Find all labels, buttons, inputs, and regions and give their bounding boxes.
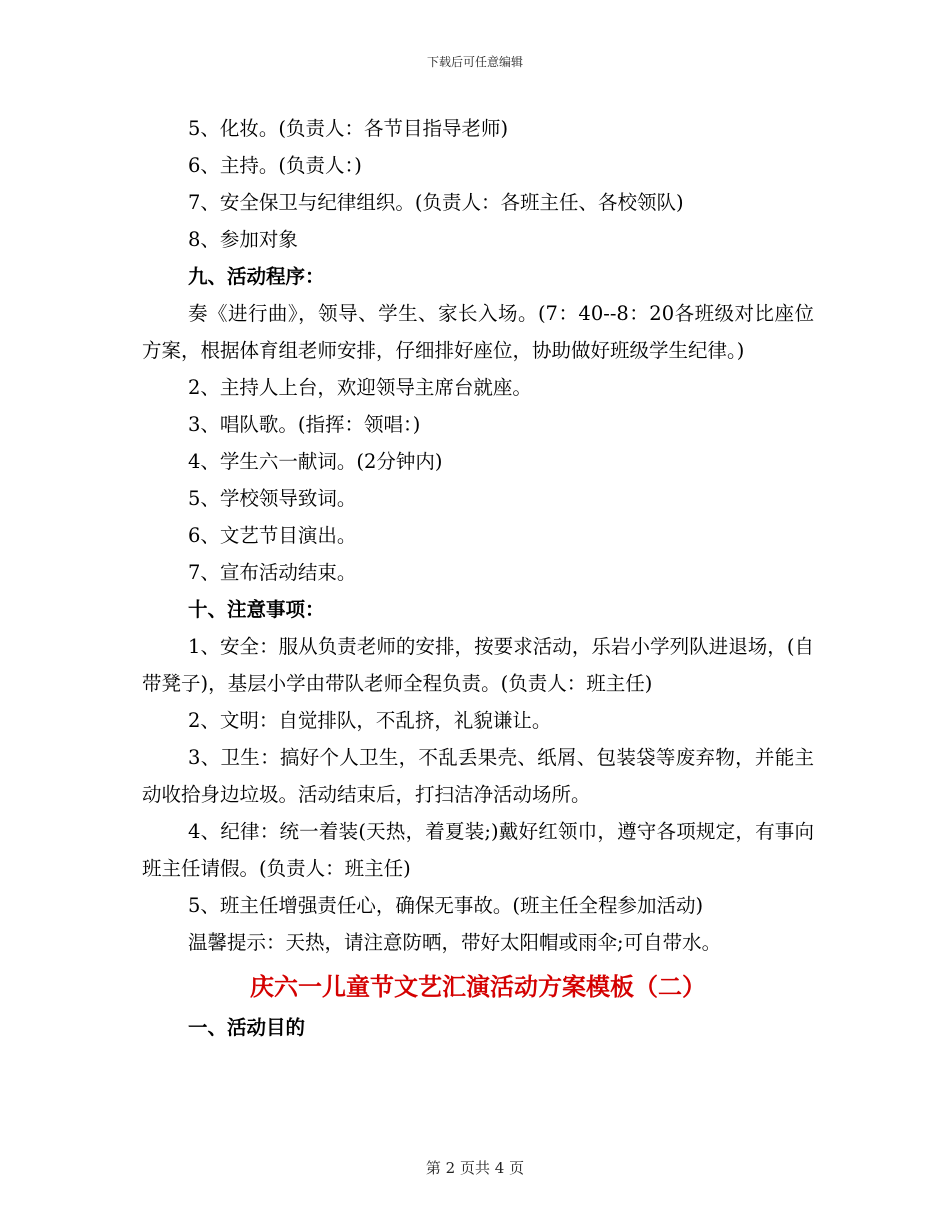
list-item: 6、主持。(负责人：) bbox=[188, 154, 362, 177]
page-header: 下载后可任意编辑 bbox=[426, 55, 523, 69]
reminder-text: 温馨提示：天热，请注意防晒，带好太阳帽或雨伞;可自带水。 bbox=[188, 931, 722, 954]
note-paragraph: 1、安全：服从负责老师的安排，按要求活动，乐岩小学列队进退场，(自带凳子)，基层小学由带队老师全程负责。(负责人：班主任) bbox=[142, 635, 814, 695]
list-item: 4、学生六一献词。(2分钟内) bbox=[188, 450, 443, 473]
note-paragraph: 5、班主任增强责任心，确保无事故。(班主任全程参加活动) bbox=[188, 894, 704, 917]
section-heading-purpose: 一、活动目的 bbox=[188, 1016, 306, 1039]
page-footer: 第 2 页共 4 页 bbox=[425, 1159, 525, 1177]
note-paragraph: 2、文明：自觉排队，不乱挤，礼貌谦让。 bbox=[188, 709, 552, 732]
list-item: 7、安全保卫与纪律组织。(负责人：各班主任、各校领队) bbox=[188, 191, 684, 214]
list-item: 6、文艺节目演出。 bbox=[188, 524, 357, 547]
list-item: 7、宣布活动结束。 bbox=[188, 561, 357, 584]
section-heading-notes: 十、注意事项： bbox=[188, 598, 325, 621]
note-paragraph: 3、卫生：搞好个人卫生，不乱丢果壳、纸屑、包装袋等废弃物，并能主动收拾身边垃圾。活动结束后，打扫洁净活动场所。 bbox=[142, 746, 814, 806]
section-heading-procedure: 九、活动程序： bbox=[188, 265, 325, 288]
document-body bbox=[142, 110, 814, 1046]
list-item: 5、学校领导致词。 bbox=[188, 487, 357, 510]
list-item: 2、主持人上台，欢迎领导主席台就座。 bbox=[188, 376, 532, 399]
list-item: 3、唱队歌。(指挥：领唱：) bbox=[188, 413, 421, 436]
procedure-paragraph: 奏《进行曲》，领导、学生、家长入场。(7：40--8：20各班级对比座位方案，根据体育组老师安排，仔细排好座位，协助做好班级学生纪律。) bbox=[142, 302, 814, 362]
document-title: 庆六一儿童节文艺汇演活动方案模板（二） bbox=[250, 972, 706, 1001]
note-paragraph: 4、纪律：统一着装(天热，着夏装;)戴好红领巾，遵守各项规定，有事向班主任请假。(负责人：班主任) bbox=[142, 820, 814, 880]
list-item: 8、参加对象 bbox=[188, 228, 298, 251]
list-item: 5、化妆。(负责人：各节目指导老师) bbox=[188, 117, 509, 140]
